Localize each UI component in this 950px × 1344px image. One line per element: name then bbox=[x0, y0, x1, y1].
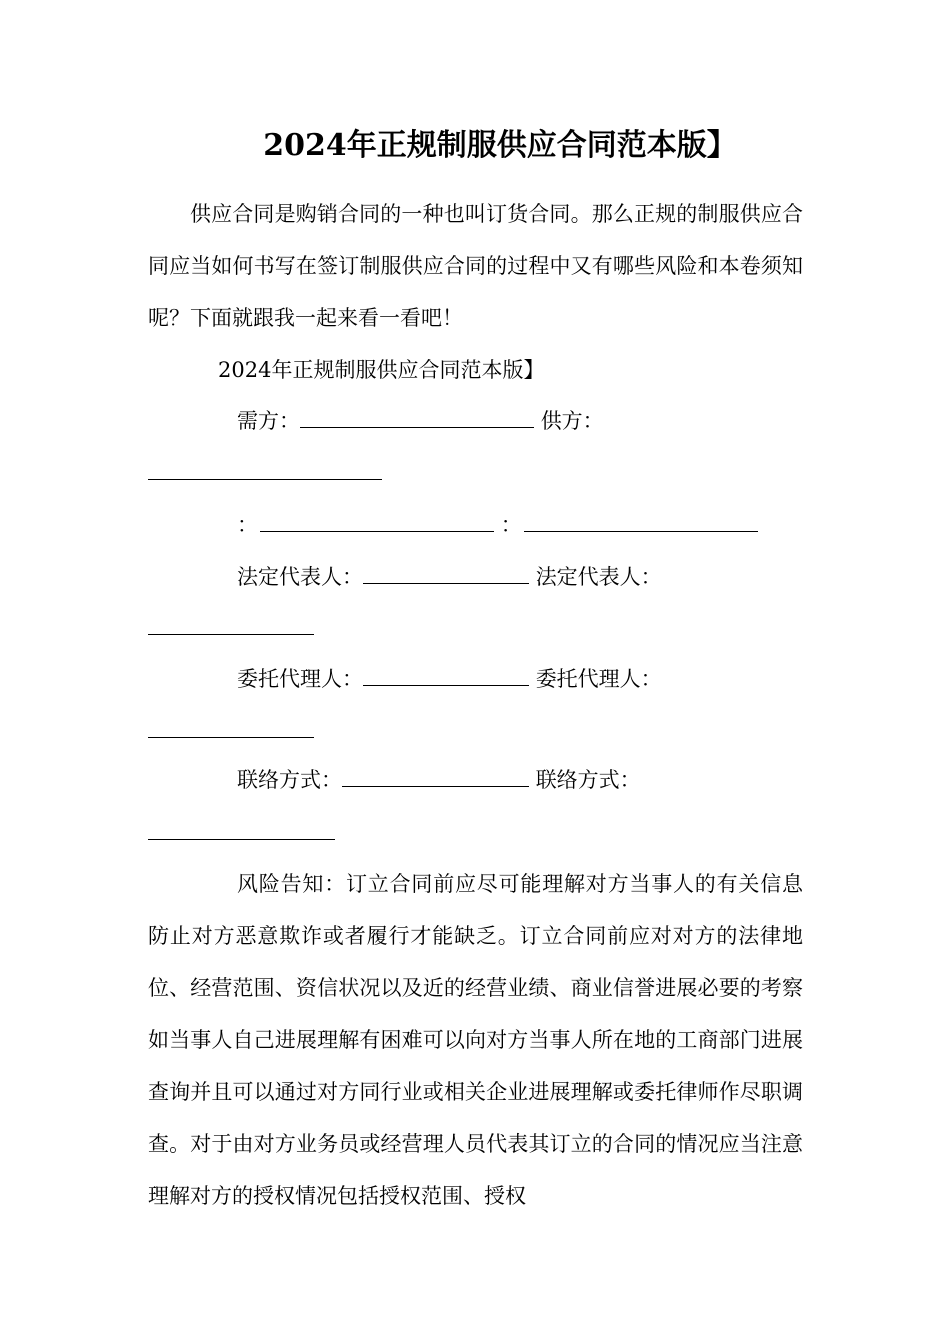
contact-label-b: 联络方式： bbox=[535, 768, 641, 792]
agent-blank-a[interactable] bbox=[363, 666, 529, 686]
agent-label-a: 委托代理人： bbox=[237, 667, 363, 691]
subtitle: 2024年正规制服供应合同范本版】 bbox=[218, 358, 545, 382]
demand-label: 需方： bbox=[237, 409, 300, 433]
legal-rep-row bbox=[237, 564, 662, 590]
party-row bbox=[237, 408, 604, 434]
contact-label-a: 联络方式： bbox=[237, 768, 342, 792]
risk-notice-paragraph: 风险告知：订立合同前应尽可能理解对方当事人的有关信息防止对方恶意欺诈或者履行才能缺乏。订立合同前应对对方的法律地位、经营范围、资信状况以及近的经营业绩、商业信誉进展必要的考察如当事人自己进展理解有困难可以向对方当事人所在地的工商部门进展查询并且可以通过对方同行业或相关企业进展理解或委托律师作尽职调查。对于由对方业务员或经营理人员代表其订立的合同的情况应当注意理解对方的授权情况包括授权范围、授权 bbox=[148, 872, 803, 1208]
legal-rep-label-b: 法定代表人： bbox=[535, 565, 662, 589]
legal-rep-blank-b[interactable] bbox=[148, 634, 314, 635]
supply-blank[interactable] bbox=[148, 479, 382, 480]
legal-rep-blank-a[interactable] bbox=[363, 564, 529, 584]
supply-label: 供方： bbox=[540, 409, 604, 433]
colon-label-b: ： bbox=[500, 513, 522, 537]
colon-row bbox=[237, 512, 758, 538]
legal-rep-label-a: 法定代表人： bbox=[237, 565, 363, 589]
colon-label-a: ： bbox=[237, 513, 258, 537]
intro-paragraph: 供应合同是购销合同的一种也叫订货合同。那么正规的制服供应合同应当如何书写在签订制服供应合同的过程中又有哪些风险和本卷须知呢？下面就跟我一起来看一看吧！ bbox=[148, 202, 803, 330]
document-title: 2024年正规制服供应合同范本版】 bbox=[263, 128, 737, 163]
colon-blank-a[interactable] bbox=[260, 512, 494, 532]
contact-blank-a[interactable] bbox=[342, 767, 529, 787]
agent-blank-b[interactable] bbox=[148, 737, 314, 738]
demand-blank[interactable] bbox=[300, 408, 534, 428]
agent-label-b: 委托代理人： bbox=[535, 667, 662, 691]
agent-row bbox=[237, 666, 662, 692]
contact-blank-b[interactable] bbox=[148, 839, 335, 840]
colon-blank-b[interactable] bbox=[524, 512, 758, 532]
contact-row bbox=[237, 767, 641, 793]
